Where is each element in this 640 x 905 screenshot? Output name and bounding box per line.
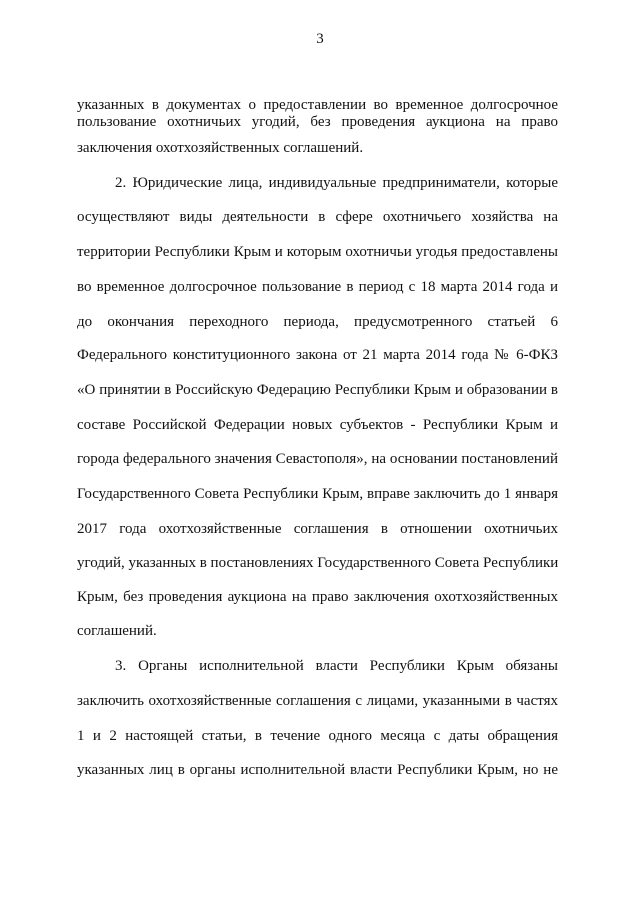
text-line: города федерального значения Севастополя», на основании постановлений (77, 451, 558, 467)
text-line: указанных лиц в органы исполнительной власти Республики Крым, но не (77, 762, 558, 778)
text-line: до окончания переходного периода, предусмотренного статьей 6 (77, 314, 558, 330)
text-line: заключения охотхозяйственных соглашений. (77, 140, 364, 156)
text-line: Государственного Совета Республики Крым, вправе заключить до 1 января (77, 486, 558, 502)
text-line: составе Российской Федерации новых субъектов - Республики Крым и (77, 417, 558, 433)
text-line: территории Республики Крым и которым охотничьи угодья предоставлены (77, 244, 558, 260)
page-number: 3 (316, 31, 324, 47)
text-line: угодий, указанных в постановлениях Государственного Совета Республики (77, 555, 559, 571)
text-line: во временное долгосрочное пользование в период с 18 марта 2014 года и (77, 279, 558, 295)
text-line: указанных в документах о предоставлении во временное долгосрочное (77, 97, 558, 113)
text-line: осуществляют виды деятельности в сфере охотничьего хозяйства на (77, 209, 558, 225)
text-line: соглашений. (77, 623, 157, 639)
text-line: «О принятии в Российскую Федерацию Республики Крым и образовании в (77, 382, 558, 398)
text-line: пользование охотничьих угодий, без проведения аукциона на право (77, 114, 558, 130)
text-line: Крым, без проведения аукциона на право заключения охотхозяйственных (77, 589, 558, 605)
text-line: 3. Органы исполнительной власти Республики Крым обязаны (115, 658, 558, 674)
text-line: 2. Юридические лица, индивидуальные предприниматели, которые (115, 175, 558, 191)
text-line: 1 и 2 настоящей статьи, в течение одного месяца с даты обращения (77, 728, 558, 744)
text-line: Федерального конституционного закона от 21 марта 2014 года № 6-ФКЗ (77, 347, 558, 363)
text-line: 2017 года охотхозяйственные соглашения в отношении охотничьих (77, 521, 558, 537)
text-line: заключить охотхозяйственные соглашения с лицами, указанными в частях (77, 693, 558, 709)
